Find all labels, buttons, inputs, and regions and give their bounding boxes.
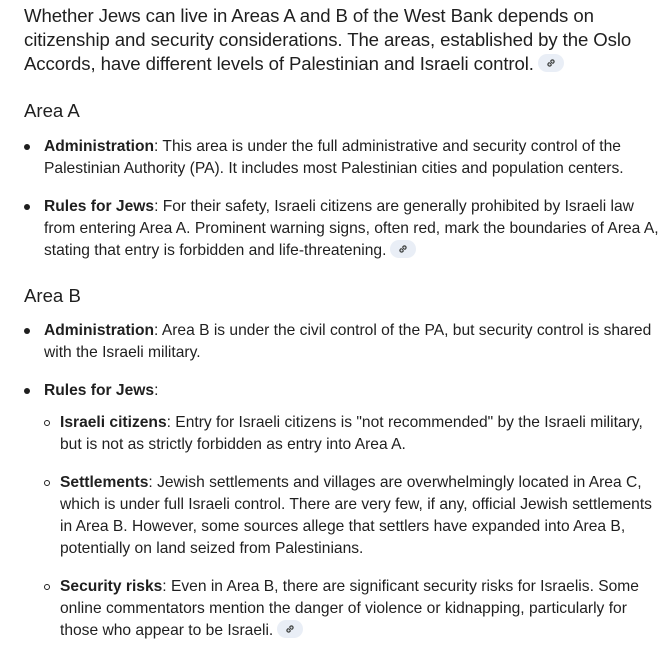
- intro-paragraph: [24, 4, 660, 76]
- list-item-term: Administration: [44, 322, 155, 339]
- sub-list-item-text: : Entry for Israeli citizens is "not recommended" by the Israeli military, but is not as strictly forbidden as entry into Area A.: [60, 414, 643, 453]
- sub-list-item-term: Israeli citizens: [60, 414, 167, 431]
- list-item: [24, 320, 660, 364]
- link-icon: [546, 58, 556, 68]
- sub-list-item-term: Settlements: [60, 474, 149, 491]
- list-item-term: Administration: [44, 138, 155, 155]
- area-b-list: [24, 320, 660, 642]
- area-b-heading: Area B: [24, 285, 81, 306]
- source-link-chip[interactable]: [277, 620, 303, 638]
- sub-list-item: [44, 576, 660, 642]
- sub-list-item-text: : Jewish settlements and villages are overwhelmingly located in Area C, which is under full Israeli control. There are very few, if any, official Jewish settlements in Area B. However, some sources allege that settlers have expanded into Area B, potentially on land seized from Palestinians.: [60, 474, 652, 557]
- list-item: [24, 136, 660, 180]
- sub-list-item: [44, 472, 660, 560]
- list-item: [24, 196, 660, 262]
- source-link-chip[interactable]: [538, 54, 564, 72]
- link-icon: [398, 244, 408, 254]
- link-icon: [285, 624, 295, 634]
- source-link-chip[interactable]: [390, 240, 416, 258]
- list-item-term: Rules for Jews: [44, 198, 155, 215]
- list-item-text: : Area B is under the civil control of the PA, but security control is shared with the Israeli military.: [44, 322, 652, 361]
- list-item-text: : This area is under the full administrative and security control of the Palestinian Authority (PA). It includes most Palestinian cities and population centers.: [44, 138, 624, 177]
- area-a-list: [24, 136, 660, 262]
- intro-text: Whether Jews can live in Areas A and B of the West Bank depends on citizenship and security considerations. The areas, established by the Oslo Accords, have different levels of Palestinian and Israeli control.: [24, 5, 632, 74]
- list-item: [24, 380, 660, 642]
- list-item-text: : For their safety, Israeli citizens are generally prohibited by Israeli law from entering Area A. Prominent warning signs, often red, mark the boundaries of Area A, stating that entry is forbidden and life-threatening.: [44, 198, 659, 259]
- area-a-heading: Area A: [24, 100, 80, 121]
- list-item-term: Rules for Jews: [44, 382, 155, 399]
- sub-list-item-term: Security risks: [60, 578, 163, 595]
- list-item-text: :: [154, 382, 159, 399]
- rules-sublist: [44, 412, 660, 642]
- sub-list-item-text: : Even in Area B, there are significant security risks for Israelis. Some online commentators mention the danger of violence or kidnapping, particularly for those who appear to be Israeli.: [60, 578, 639, 639]
- sub-list-item: [44, 412, 660, 456]
